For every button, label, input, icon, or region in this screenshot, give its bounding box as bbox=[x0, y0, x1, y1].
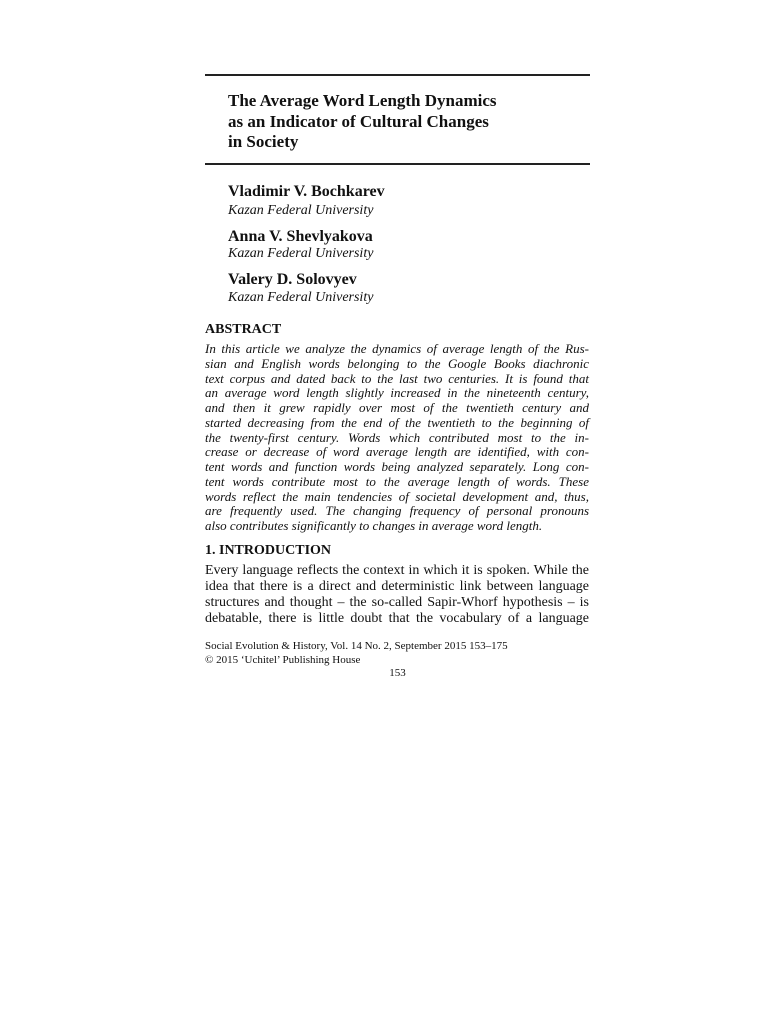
author-affiliation: Kazan Federal University bbox=[228, 203, 374, 218]
abstract-line: text corpus and dated back to the last two centuries. It is found that bbox=[205, 370, 589, 386]
abstract-line: crease or decrease of word average length are identified, with con- bbox=[205, 444, 589, 460]
title-line: as an Indicator of Cultural Changes bbox=[228, 111, 489, 131]
abstract-line: the twenty-first century. Words which contributed most to the in- bbox=[205, 429, 589, 445]
abstract-line: and then it grew rapidly over most of the twentieth century and bbox=[205, 400, 589, 415]
abstract-body bbox=[205, 342, 589, 534]
author-affiliation: Kazan Federal University bbox=[228, 290, 374, 305]
copyright-notice: © 2015 ‘Uchitel’ Publishing House bbox=[205, 654, 361, 666]
abstract-line: are frequently used. The changing frequency of personal pronouns bbox=[205, 503, 589, 519]
author-affiliation: Kazan Federal University bbox=[228, 246, 374, 261]
introduction-body bbox=[205, 563, 589, 627]
intro-line: Every language reflects the context in which it is spoken. While the bbox=[205, 563, 589, 578]
intro-line: idea that there is a direct and deterministic link between language bbox=[205, 579, 589, 594]
intro-line: debatable, there is little doubt that the vocabulary of a language bbox=[205, 611, 589, 626]
abstract-line: tent words and function words being analyzed separately. Long con- bbox=[205, 459, 589, 474]
abstract-heading: ABSTRACT bbox=[205, 322, 282, 337]
abstract-line: tent words contribute most to the average length of words. These bbox=[205, 473, 589, 489]
top-rule bbox=[205, 74, 590, 76]
abstract-line: sian and English words belonging to the Google Books diachronic bbox=[205, 355, 589, 371]
introduction-heading: 1. INTRODUCTION bbox=[205, 543, 332, 558]
paper-title bbox=[228, 91, 568, 153]
abstract-line: started decreasing from the end of the twentieth to the beginning of bbox=[205, 414, 589, 430]
journal-citation: Social Evolution & History, Vol. 14 No. 2, September 2015 153–175 bbox=[205, 640, 508, 652]
intro-line: structures and thought – the so-called Sapir-Whorf hypothesis – is bbox=[205, 595, 589, 610]
abstract-line: an average word length slightly increased in the nineteenth century, bbox=[205, 385, 589, 401]
page-number: 153 bbox=[389, 667, 406, 679]
title-bottom-rule bbox=[205, 163, 590, 165]
title-line: The Average Word Length Dynamics bbox=[228, 91, 497, 110]
author-name: Anna V. Shevlyakova bbox=[228, 228, 373, 245]
author-name: Vladimir V. Bochkarev bbox=[228, 183, 385, 200]
abstract-line: words reflect the main tendencies of societal development and, thus, bbox=[205, 488, 589, 504]
abstract-line: also contributes significantly to changes in average word length. bbox=[205, 518, 543, 533]
author-name: Valery D. Solovyev bbox=[228, 271, 357, 288]
title-line: in Society bbox=[228, 132, 299, 151]
abstract-line: In this article we analyze the dynamics of average length of the Rus- bbox=[205, 341, 589, 356]
